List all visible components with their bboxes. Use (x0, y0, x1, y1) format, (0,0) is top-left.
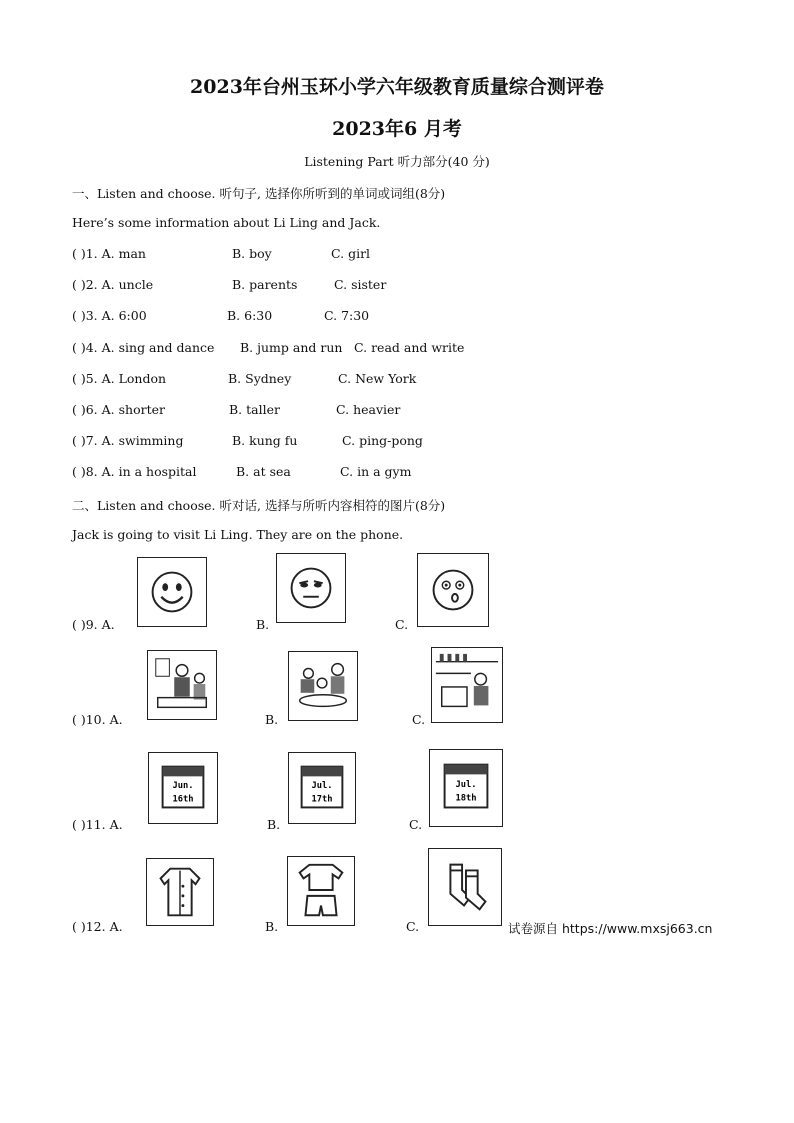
sad-face-picture (276, 553, 346, 623)
calendar-jul-17-picture (288, 752, 356, 824)
section2-intro: Jack is going to visit Li Ling. They are on the phone. (72, 527, 404, 542)
option-b: B. Sydney (228, 371, 292, 386)
option-b: B. boy (232, 246, 272, 261)
option-b: B. (256, 617, 270, 632)
family-dinner-picture (288, 651, 358, 721)
option-b: B. taller (229, 402, 280, 417)
option-c: C. New York (338, 371, 417, 386)
surprised-face-picture (417, 553, 489, 627)
option-b: B. at sea (236, 464, 291, 479)
option-b: B. 6:30 (227, 308, 273, 323)
option-b: B. jump and run (240, 340, 343, 355)
option-c: C. girl (331, 246, 371, 261)
library-picture (431, 647, 503, 723)
option-c: C. sister (334, 277, 387, 292)
calendar-month: Jul. (455, 780, 477, 791)
option-a: ( )10. A. (72, 712, 123, 727)
option-a: ( )12. A. (72, 919, 123, 934)
page-title: 2023年台州玉环小学六年级教育质量综合测评卷 (190, 76, 604, 98)
option-a: ( )11. A. (72, 817, 123, 832)
option-a: ( )4. A. sing and dance (72, 340, 215, 355)
option-c: C. (409, 817, 423, 832)
option-a: ( )7. A. swimming (72, 433, 184, 448)
part-heading: Listening Part 听力部分(40 分) (304, 154, 490, 169)
page-subtitle: 2023年6 月考 (332, 118, 462, 140)
option-c: C. read and write (354, 340, 465, 355)
option-b: B. kung fu (232, 433, 298, 448)
option-b: B. (267, 817, 281, 832)
option-c: C. heavier (336, 402, 401, 417)
option-c: C. (395, 617, 409, 632)
option-c: C. in a gym (340, 464, 412, 479)
section1-intro: Here’s some information about Li Ling and Jack. (72, 215, 381, 230)
coat-picture (146, 858, 214, 926)
option-c: C. (412, 712, 426, 727)
tshirt-shorts-picture (287, 856, 355, 926)
option-a: ( )1. A. man (72, 246, 146, 261)
socks-picture (428, 848, 502, 926)
option-a: ( )2. A. uncle (72, 277, 154, 292)
option-a: ( )5. A. London (72, 371, 167, 386)
option-c: C. ping-pong (342, 433, 423, 448)
option-b: B. (265, 919, 279, 934)
section1-heading: 一、Listen and choose. 听句子, 选择你所听到的单词或词组(8分) (72, 186, 446, 201)
smiling-face-picture (137, 557, 207, 627)
option-c: C. 7:30 (324, 308, 370, 323)
section2-heading: 二、Listen and choose. 听对话, 选择与所听内容相符的图片(8分) (72, 498, 446, 513)
option-b: B. (265, 712, 279, 727)
option-a: ( )8. A. in a hospital (72, 464, 197, 479)
calendar-month: Jun. (172, 781, 194, 791)
calendar-month: Jul. (311, 781, 333, 791)
family-room-picture (147, 650, 217, 720)
option-b: B. parents (232, 277, 298, 292)
calendar-jun-16-picture (148, 752, 218, 824)
option-c: C. (406, 919, 420, 934)
option-a: ( )6. A. shorter (72, 402, 165, 417)
option-a: ( )9. A. (72, 617, 115, 632)
source-note[interactable]: 试卷源自 https://www.mxsj663.cn (508, 921, 713, 936)
calendar-day: 18th (455, 793, 477, 804)
calendar-day: 16th (172, 794, 194, 805)
option-a: ( )3. A. 6:00 (72, 308, 147, 323)
calendar-day: 17th (311, 794, 333, 805)
calendar-jul-18-picture (429, 749, 503, 827)
